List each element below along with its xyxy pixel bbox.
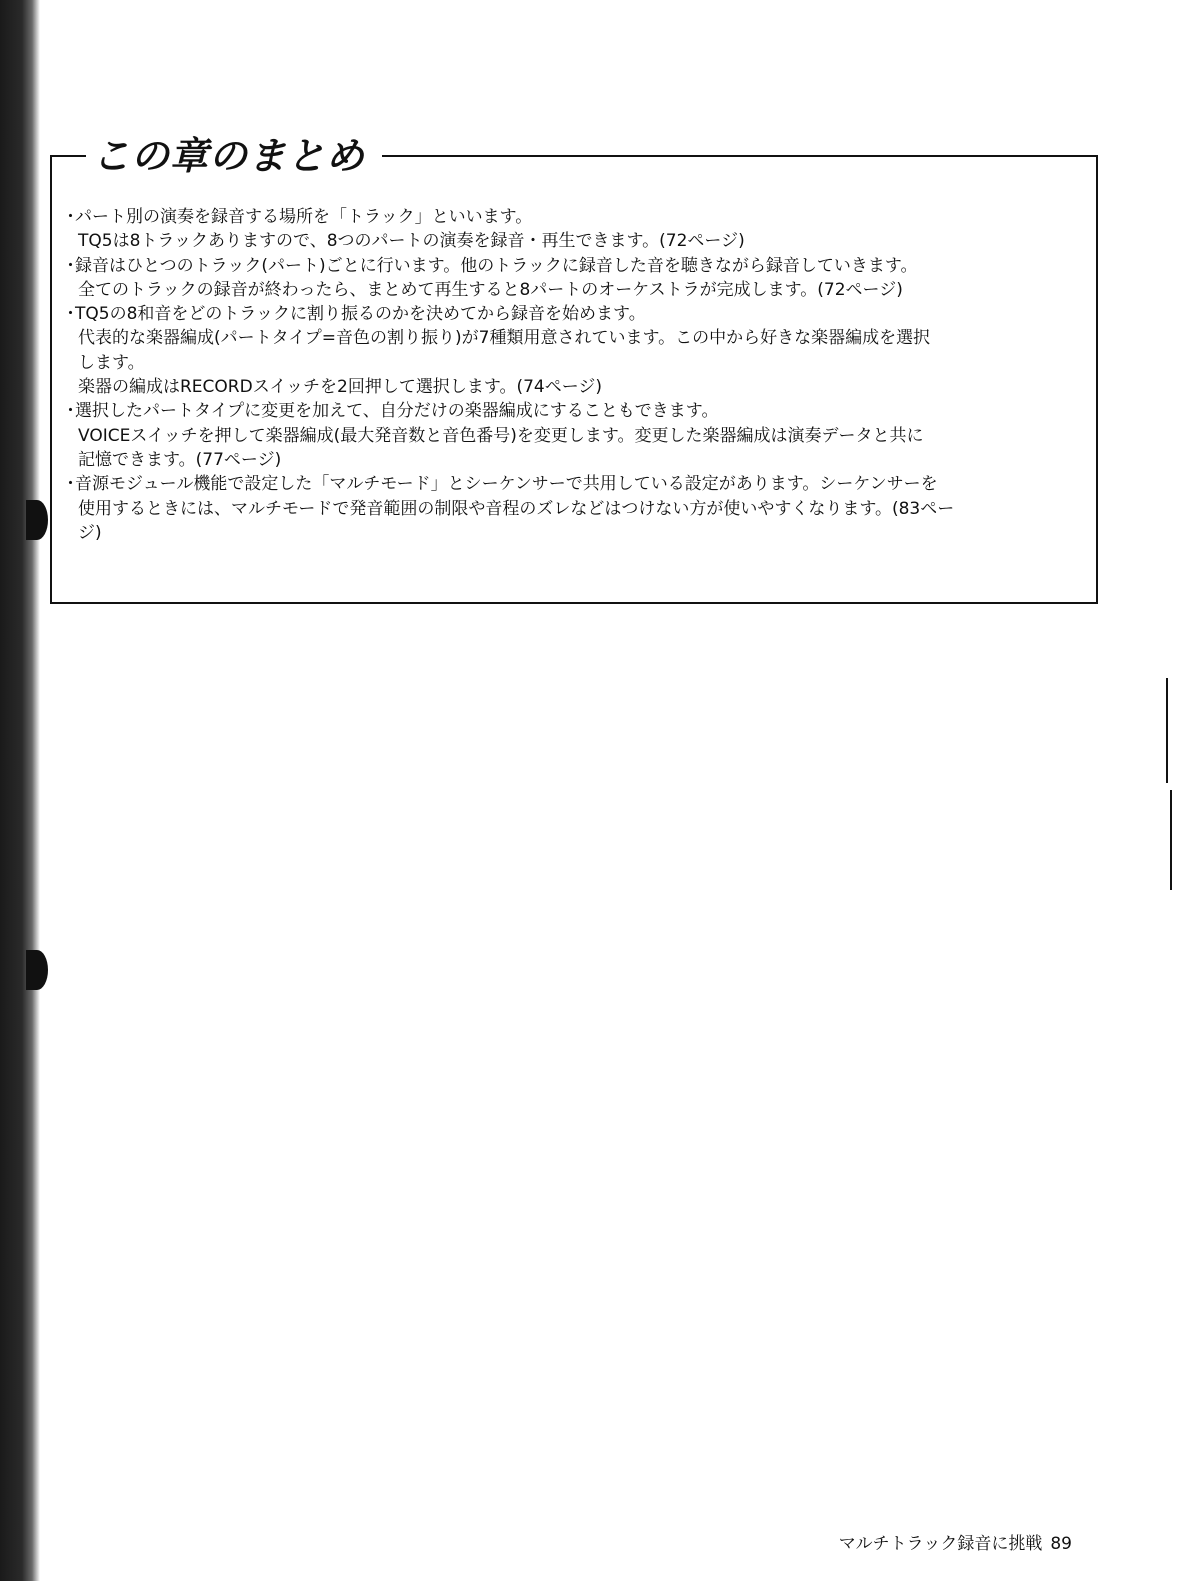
summary-continuation-line: 全てのトラックの録音が終わったら、まとめて再生すると8パートのオーケストラが完成します。(72ページ) <box>78 279 903 300</box>
scan-artifact-mark <box>1166 678 1168 783</box>
summary-bullet-line: ・ 音源モジュール機能で設定した「マルチモード」とシーケンサーで共用している設定があります。シーケンサーを <box>64 472 1088 496</box>
summary-continuation-line: 使用するときには、マルチモードで発音範囲の制限や音程のズレなどはつけない方が使いやすくなります。(83ペー <box>78 498 955 519</box>
summary-bullet-line: ・ 選択したパートタイプに変更を加えて、自分だけの楽器編成にすることもできます。 <box>64 399 1088 423</box>
summary-bullet-line: ・ パート別の演奏を録音する場所を「トラック」といいます。 <box>64 205 1088 229</box>
footer-chapter-name: マルチトラック録音に挑戦 <box>838 1534 1043 1554</box>
page-footer <box>839 1529 1072 1554</box>
footer-page-number: 89 <box>1050 1534 1072 1554</box>
summary-continuation-line: VOICEスイッチを押して楽器編成(最大発音数と音色番号)を変更します。変更した楽器編成は演奏データと共に <box>78 425 924 446</box>
chapter-summary-title: この章のまとめ <box>92 134 366 178</box>
summary-frame-top-right <box>382 155 1098 157</box>
binding-notch <box>26 950 48 990</box>
summary-continuation-line: TQ5は8トラックありますので、8つのパートの演奏を録音・再生できます。(72ページ) <box>78 231 745 252</box>
summary-frame-top-left <box>50 155 86 157</box>
summary-continuation-line: します。 <box>78 352 145 373</box>
summary-continuation-line: 記憶できます。(77ページ) <box>78 449 282 470</box>
summary-continuation-line: ジ) <box>78 522 102 543</box>
summary-continuation-line: 代表的な楽器編成(パートタイプ=音色の割り振り)が7種類用意されています。この中から好きな楽器編成を選択 <box>78 328 931 349</box>
binding-notch <box>26 500 48 540</box>
summary-bullet-line: ・ 録音はひとつのトラック(パート)ごとに行います。他のトラックに録音した音を聴きながら録音していきます。 <box>64 254 1088 278</box>
summary-continuation-line: 楽器の編成はRECORDスイッチを2回押して選択します。(74ページ) <box>78 377 603 398</box>
scan-binding-edge <box>0 0 40 1581</box>
chapter-summary-body <box>64 205 1088 545</box>
summary-bullet-line: ・ TQ5の8和音をどのトラックに割り振るのかを決めてから録音を始めます。 <box>64 302 1088 326</box>
scan-artifact-mark <box>1170 790 1172 890</box>
